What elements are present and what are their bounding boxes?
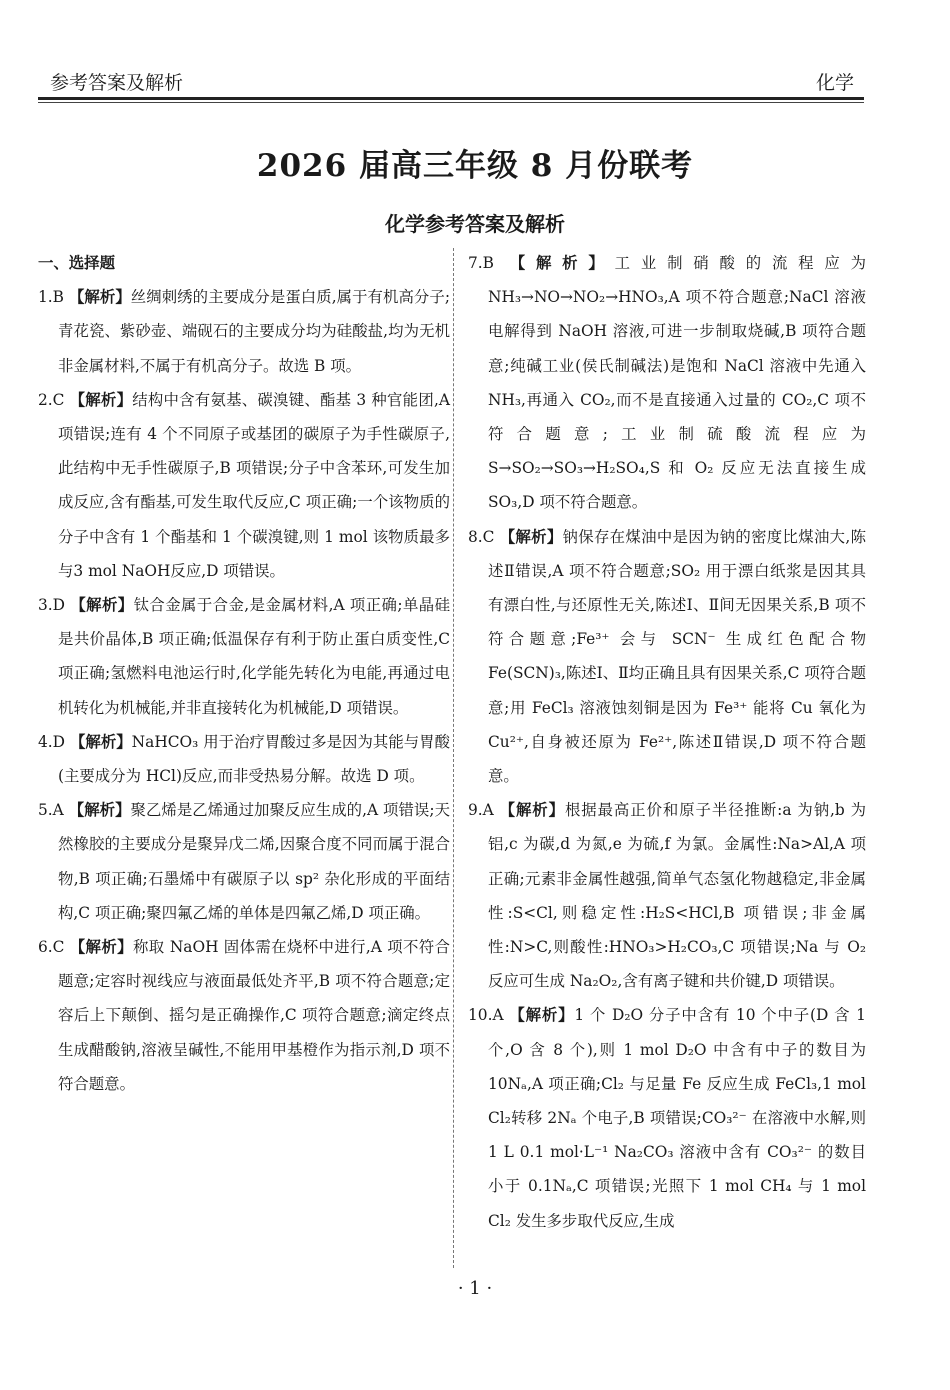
analysis-tag: 【解析】: [68, 801, 131, 820]
answer-item: [38, 725, 450, 793]
answer-text: 1 个 D₂O 分子中含有 10 个中子(D 含 1 个,O 含 8 个),则 1 mol D₂O 中含有中子的数目为 10Nₐ,A 项正确;Cl₂ 与足量 Fe 反应生成 FeCl₃,1 mol Cl₂转移 2Nₐ 个电子,B 项错误;CO₃²⁻ 在溶液中水解,则 1 L 0.1 mol·L⁻¹ Na₂CO₃ 溶液中含有 CO₃²⁻ 的数目小于 0.1Nₐ,C 项错误;光照下 1 mol CH₄ 与 1 mol Cl₂ 发生多步取代反应,生成: [488, 1006, 866, 1230]
analysis-tag: 【解析】: [69, 390, 133, 409]
header-subject: 化学: [815, 72, 854, 94]
answer-text: 根据最高正价和原子半径推断:a 为钠,b 为铝,c 为碳,d 为氮,e 为硫,f 为氯。金属性:Na>Al,A 项正确;元素非金属性越强,简单气态氢化物越稳定,非金属性:S<Cl,则稳定性:H₂S<HCl,B 项错误;非金属性:N>C,则酸性:HNO₃>H₂CO₃,C 项错误;Na 与 O₂ 反应可生成 Na₂O₂,含有离子键和共价键,D 项错误。: [488, 801, 866, 991]
answer-item: [468, 246, 866, 520]
analysis-tag: 【解析】: [509, 254, 615, 272]
answer-text: 钠保存在煤油中是因为钠的密度比煤油大,陈述Ⅱ错误,A 项不符合题意;SO₂ 用于漂白纸浆是因其具有漂白性,与还原性无关,陈述Ⅰ、Ⅱ间无因果关系,B 项不符合题意;Fe³⁺ 会与 SCN⁻ 生成红色配合物 Fe(SCN)₃,陈述Ⅰ、Ⅱ均正确且具有因果关系,C 项符合题意;用 FeCl₃ 溶液蚀刻铜是因为 Fe³⁺ 能将 Cu 氧化为 Cu²⁺,自身被还原为 Fe²⁺,陈述Ⅱ错误,D 项不符合题意。: [488, 527, 866, 786]
answer-text: 称取 NaOH 固体需在烧杯中进行,A 项不符合题意;定容时视线应与液面最低处齐平,B 项不符合题意;定容后上下颠倒、摇匀是正确操作,C 项符合题意;滴定终点生成醋酸钠,溶液呈碱性,不能用甲基橙作为指示剂,D 项不符合题意。: [58, 938, 450, 1093]
header-left-title: 参考答案及解析: [50, 72, 184, 94]
answer-text: 聚乙烯是乙烯通过加聚反应生成的,A 项错误;天然橡胶的主要成分是聚异戊二烯,因聚合度不同而属于混合物,B 项正确;石墨烯中有碳原子以 sp² 杂化形成的平面结构,C 项正确;聚四氟乙烯的单体是四氟乙烯,D 项正确。: [58, 801, 450, 922]
analysis-tag: 【解析】: [499, 527, 563, 546]
answer-number: 5.A: [38, 801, 64, 820]
analysis-tag: 【解析】: [70, 596, 134, 615]
left-column: [38, 246, 450, 1101]
right-column: [468, 246, 866, 1238]
header-rule-thick: [38, 97, 864, 100]
answer-number: 9.A: [468, 801, 494, 820]
answer-text: 结构中含有氨基、碳溴键、酯基 3 种官能团,A 项错误;连有 4 个不同原子或基团的碳原子为手性碳原子,此结构中无手性碳原子,B 项错误;分子中含苯环,可发生加成反应,含有酯基,可发生取代反应,C 项正确;一个该物质的分子中含有 1 个酯基和 1 个碳溴键,则 1 mol 该物质最多与3 mol NaOH反应,D 项错误。: [58, 390, 450, 580]
answer-item: [38, 280, 450, 383]
header-rule-thin: [38, 102, 864, 103]
answer-number: 1.B: [38, 288, 64, 307]
analysis-tag: 【解析】: [499, 801, 565, 820]
answer-number: 4.D: [38, 732, 66, 751]
page-header: [38, 62, 864, 100]
answer-number: 10.A: [468, 1006, 504, 1025]
answer-item: [468, 998, 866, 1237]
answer-item: [38, 930, 450, 1101]
answer-text: 丝绸刺绣的主要成分是蛋白质,属于有机高分子;青花瓷、紫砂壶、端砚石的主要成分均为硅酸盐,均为无机非金属材料,不属于有机高分子。故选 B 项。: [58, 288, 450, 375]
answer-item: [468, 520, 866, 794]
analysis-tag: 【解析】: [509, 1006, 575, 1025]
answer-number: 7.B: [468, 254, 494, 272]
document-subtitle: 化学参考答案及解析: [385, 212, 565, 236]
answer-item: [38, 383, 450, 588]
column-divider: [453, 248, 454, 1268]
answer-text: NaHCO₃ 用于治疗胃酸过多是因为其能与胃酸(主要成分为 HCl)反应,而非受热易分解。故选 D 项。: [58, 732, 450, 786]
analysis-tag: 【解析】: [68, 288, 131, 307]
answer-text: 钛合金属于合金,是金属材料,A 项正确;单晶硅是共价晶体,B 项正确;低温保存有利于防止蛋白质变性,C 项正确;氢燃料电池运行时,化学能先转化为电能,再通过电机转化为机械能,并非直接转化为机械能,D 项错误。: [58, 596, 450, 717]
answer-number: 3.D: [38, 596, 66, 615]
answer-item: [38, 588, 450, 725]
answer-number: 6.C: [38, 938, 65, 957]
section-heading: 一、选择题: [38, 254, 115, 272]
answer-text: 工业制硝酸的流程应为 NH₃→NO→NO₂→HNO₃,A 项不符合题意;NaCl 溶液电解得到 NaOH 溶液,可进一步制取烧碱,B 项符合题意;纯碱工业(侯氏制碱法)是饱和 NaCl 溶液中先通入 NH₃,再通入 CO₂,而不是直接通入过量的 CO₂,C 项不符合题意;工业制硫酸流程应为 S→SO₂→SO₃→H₂SO₄,S 和 O₂ 反应无法直接生成 SO₃,D 项不符合题意。: [488, 254, 866, 512]
analysis-tag: 【解析】: [69, 732, 132, 751]
document-title: 2026 届高三年级 8 月份联考: [256, 148, 694, 184]
answer-item: [468, 793, 866, 998]
answer-number: 8.C: [468, 527, 495, 546]
answer-item: [38, 793, 450, 930]
analysis-tag: 【解析】: [69, 938, 133, 957]
answer-number: 2.C: [38, 390, 65, 409]
page-number: · 1 ·: [457, 1278, 493, 1299]
